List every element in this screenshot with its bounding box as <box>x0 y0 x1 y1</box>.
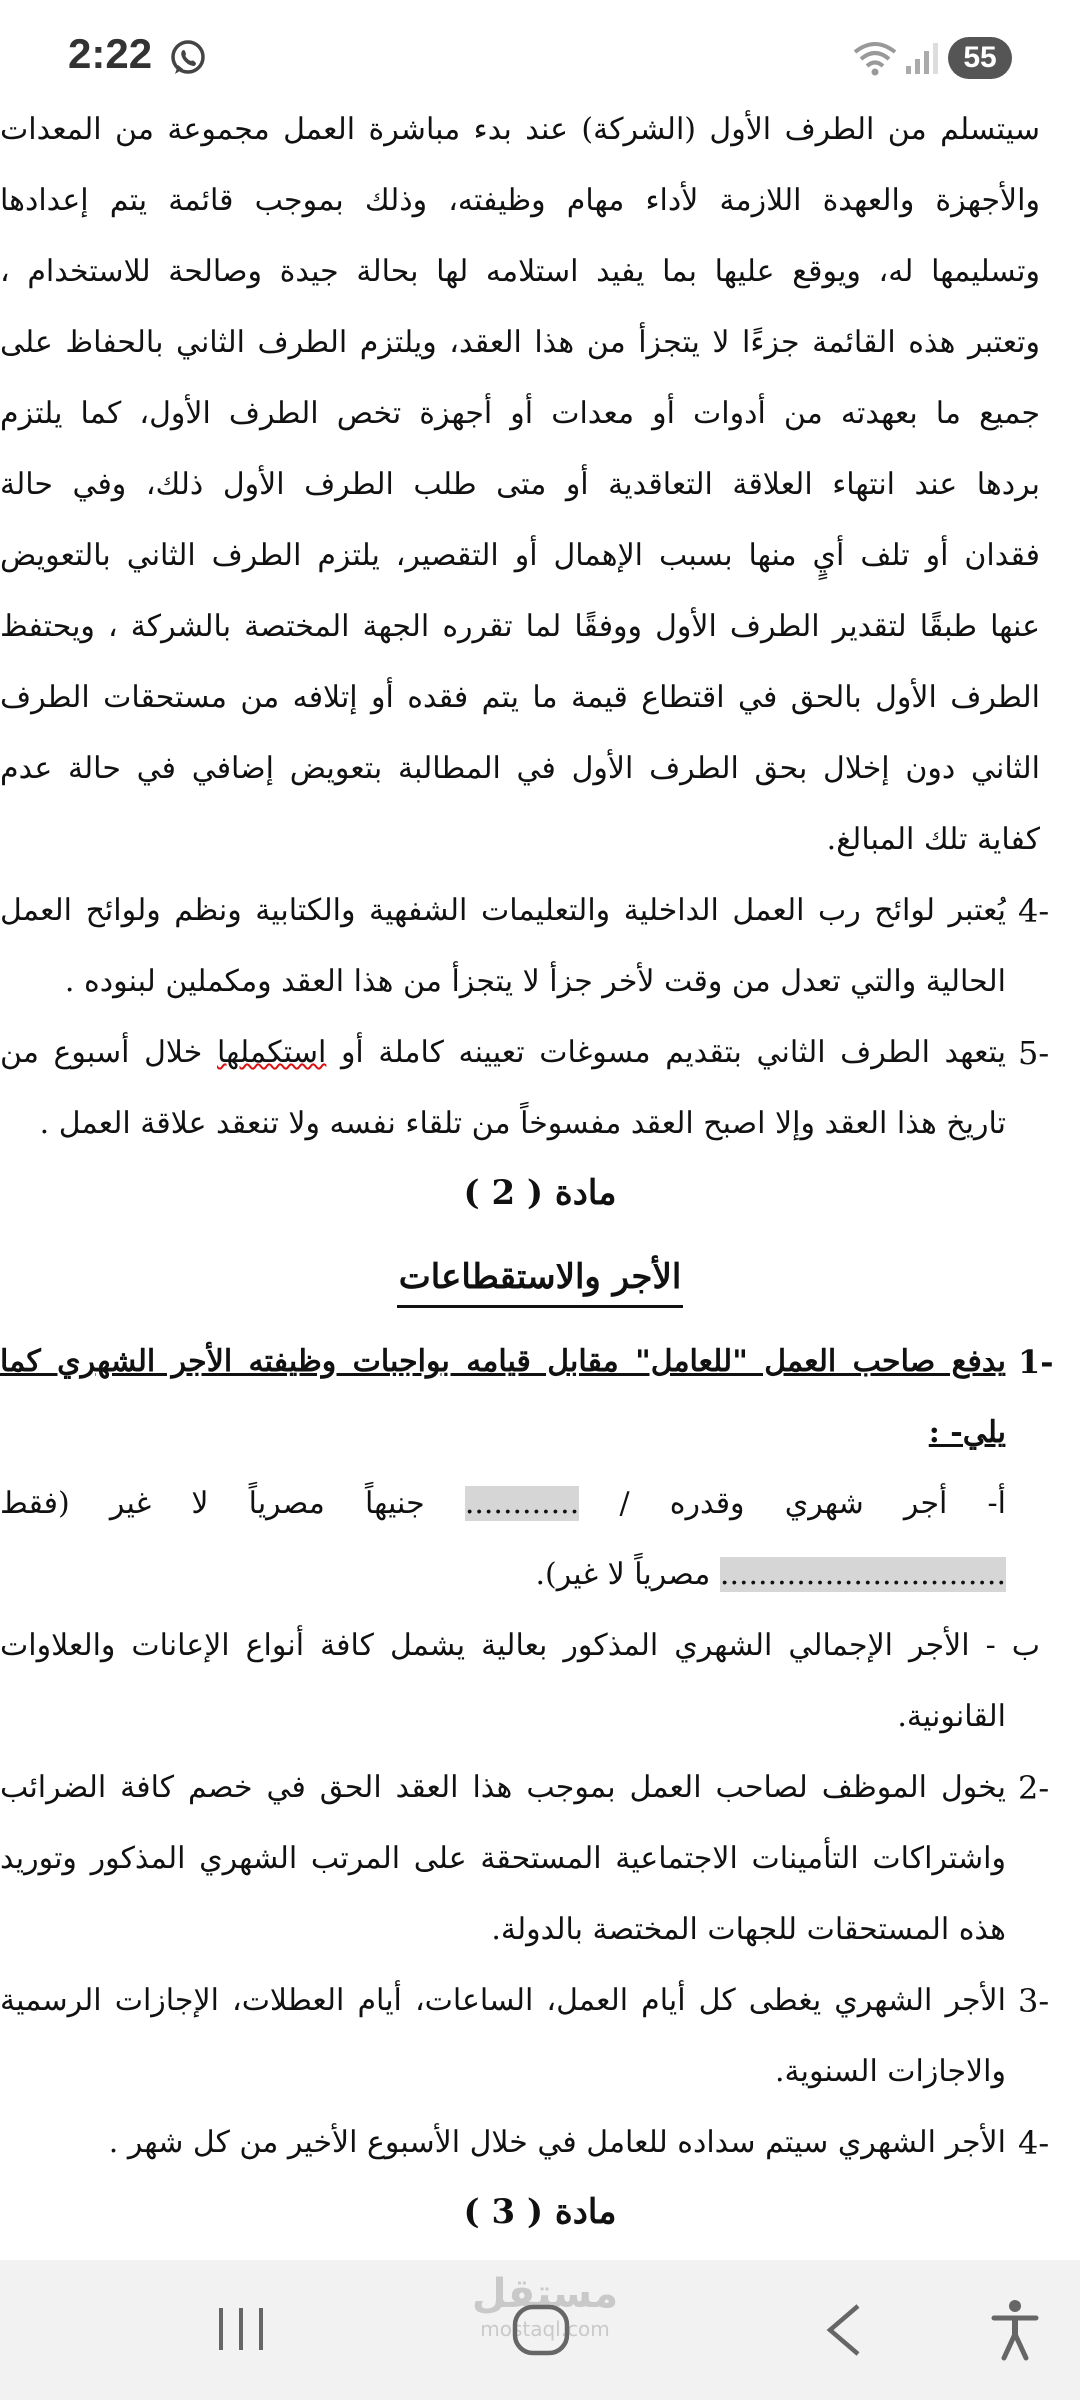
wage-blank-field: ............ <box>464 1486 580 1521</box>
item-text: يتعهد الطرف الثاني بتقديم مسوغات تعيينه كاملة أو <box>326 1035 1006 1070</box>
item-line: والاجازات السنوية. <box>775 2054 1006 2089</box>
item-line: الأجر الشهري سيتم سداده للعامل في خلال الأسبوع الأخير من كل شهر . <box>108 2125 1006 2160</box>
article-heading: مادة ( 3 ) <box>463 2192 617 2232</box>
battery-icon <box>948 37 1012 79</box>
item-number: 3- <box>1018 1982 1050 2020</box>
item-line: هذه المستحقات للجهات المختصة بالدولة. <box>491 1912 1006 1947</box>
paragraph-line: جميع ما بعهدته من أدوات أو معدات أو أجهزة تخص الطرف الأول، كما يلتزم <box>0 396 1040 431</box>
item-line: يدفع صاحب العمل "للعامل" مقابل قيامه بواجبات وظيفته الأجر الشهري كما <box>0 1344 1006 1379</box>
back-icon[interactable] <box>822 2302 866 2358</box>
item-number: 1- <box>1018 1343 1054 1381</box>
item-text: خلال أسبوع من <box>0 1035 217 1070</box>
battery-level: 55 <box>963 41 997 74</box>
item-line <box>0 1023 1006 1087</box>
item-line: يُعتبر لوائح رب العمل الداخلية والتعليمات الشفهية والكتابية ونظم ولوائح العمل <box>0 893 1006 928</box>
watermark-arabic: مستقل <box>471 2271 619 2317</box>
spellcheck-word: استكملها <box>216 1035 327 1070</box>
signal-icon <box>904 40 940 76</box>
paragraph-line: وتسليمها له، ويوقع عليها بما يفيد استلامه لها بحالة جيدة وصالحة للاستخدام ، <box>0 254 1040 289</box>
paragraph-line: كفاية تلك المبالغ. <box>826 822 1040 857</box>
item-line: يلي- : <box>928 1415 1006 1450</box>
section-title <box>0 1247 1080 1307</box>
item-line: الحالية والتي تعدل من وقت لأخر جزأ لا يتجزأ من هذا العقد ومكملين لبنوده . <box>64 964 1006 999</box>
wage-line <box>0 1545 1006 1609</box>
wage-text: أ- أجر شهري وقدره / <box>579 1486 1006 1521</box>
paragraph-line: وتعتبر هذه القائمة جزءًا لا يتجزأ من هذا العقد، ويلتزم الطرف الثاني بالحفاظ على <box>0 325 1040 360</box>
paragraph-line: القانونية. <box>897 1699 1006 1734</box>
navigation-bar <box>0 2260 1080 2400</box>
article-heading: مادة ( 2 ) <box>463 1173 617 1213</box>
document-page <box>0 100 1080 2260</box>
wage-blank-field: .............................. <box>719 1557 1006 1592</box>
watermark-latin: mostaql.com <box>480 2317 610 2341</box>
item-line: تاريخ هذا العقد وإلا اصبح العقد مفسوخاً من تلقاء نفسه ولا تنعقد علاقة العمل . <box>39 1106 1006 1141</box>
paragraph-line: سيتسلم من الطرف الأول (الشركة) عند بدء مباشرة العمل مجموعة من المعدات <box>0 112 1040 147</box>
paragraph-line: والأجهزة والعهدة اللازمة لأداء مهام وظيفته، وذلك بموجب قائمة يتم إعدادها <box>0 183 1040 218</box>
whatsapp-icon <box>168 38 208 78</box>
wage-text: جنيهاً مصرياً لا غير (فقط <box>0 1486 465 1521</box>
accessibility-icon[interactable] <box>990 2298 1040 2362</box>
wage-text: مصرياً لا غير). <box>535 1557 720 1592</box>
paragraph-line: ب - الأجر الإجمالي الشهري المذكور بعالية يشمل كافة أنواع الإعانات والعلاوات <box>0 1628 1040 1663</box>
recents-icon[interactable] <box>215 2304 267 2354</box>
paragraph-line: فقدان أو تلف أيٍ منها بسبب الإهمال أو التقصير، يلتزم الطرف الثاني بالتعويض <box>0 538 1040 573</box>
item-number: 4- <box>1018 892 1050 930</box>
item-number: 2- <box>1018 1769 1050 1807</box>
paragraph-line: الثاني دون إخلال بحق الطرف الأول في المطالبة بتعويض إضافي في حالة عدم <box>0 751 1040 786</box>
paragraph-line: عنها طبقًا لتقدير الطرف الأول ووفقًا لما تقرره الجهة المختصة بالشركة ، ويحتفظ <box>0 609 1040 644</box>
status-bar <box>0 0 1080 100</box>
paragraph-line: الطرف الأول بالحق في اقتطاع قيمة ما يتم فقده أو إتلافه من مستحقات الطرف <box>0 680 1040 715</box>
item-line: واشتراكات التأمينات الاجتماعية المستحقة على المرتب الشهري المذكور وتوريد <box>0 1841 1006 1876</box>
item-number: 4- <box>1018 2124 1050 2162</box>
wifi-icon <box>852 38 898 78</box>
item-number: 5- <box>1018 1034 1050 1072</box>
item-line: الأجر الشهري يغطى كل أيام العمل، الساعات، أيام العطلات، الإجازات الرسمية <box>0 1983 1006 2018</box>
section-title-text: الأجر والاستقطاعات <box>397 1257 684 1308</box>
wage-line <box>0 1474 1006 1538</box>
paragraph-line: بردها عند انتهاء العلاقة التعاقدية أو متى طلب الطرف الأول ذلك، وفي حالة <box>0 467 1040 502</box>
status-time: 2:22 <box>68 30 153 77</box>
home-icon[interactable] <box>510 2302 572 2358</box>
item-line: يخول الموظف لصاحب العمل بموجب هذا العقد الحق في خصم كافة الضرائب <box>0 1770 1006 1805</box>
